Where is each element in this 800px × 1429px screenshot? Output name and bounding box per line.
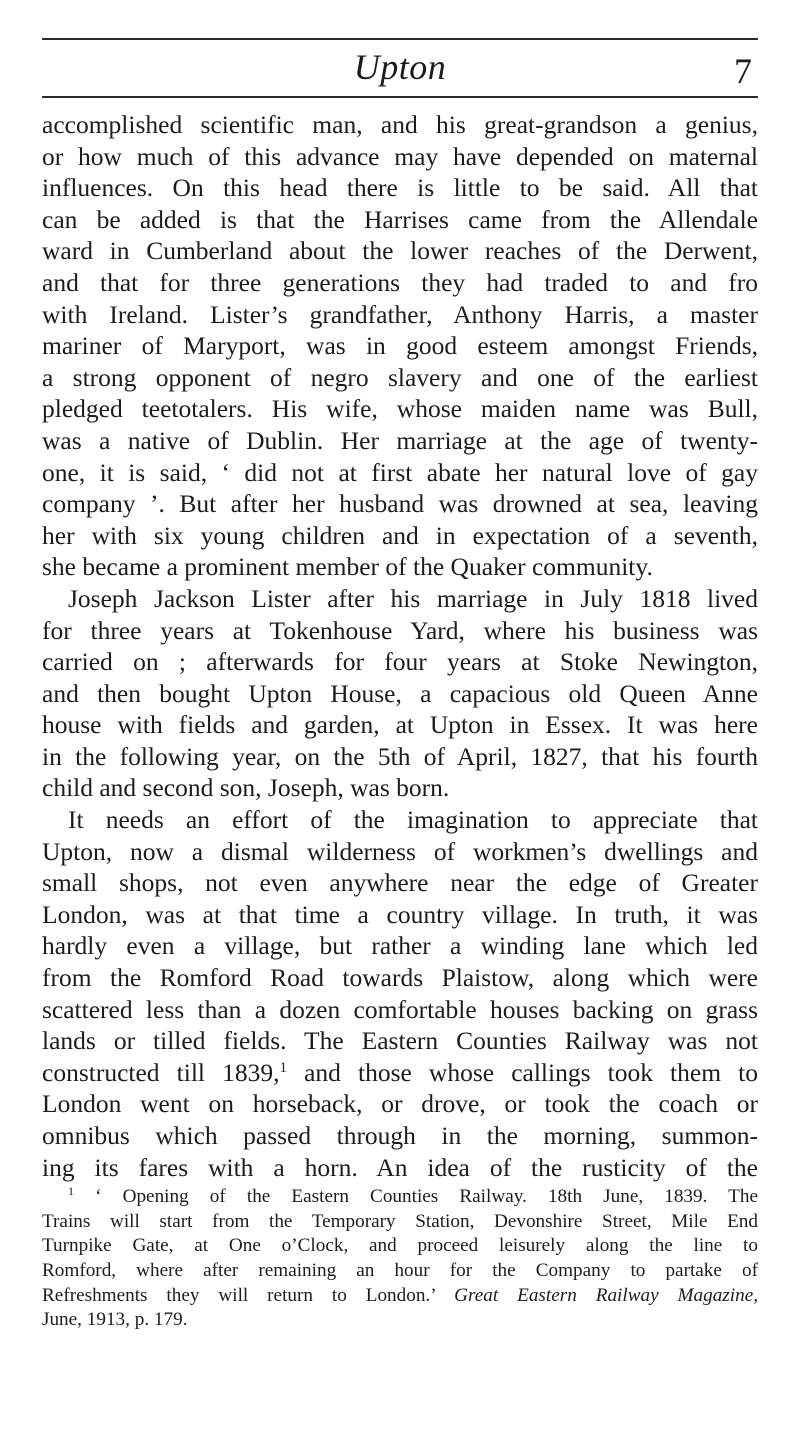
text-line: omnibus which passed through in the morning, summon- (42, 1121, 758, 1150)
paragraph-first-line: It needs an effort of the imagination to appreciate that (68, 805, 758, 835)
text-line-with-footnote-ref (42, 1057, 758, 1089)
footnote-marker: 1 (68, 1185, 74, 1199)
text-line: London, was at that time a country village. In truth, it was (42, 899, 758, 929)
header-rule (42, 96, 758, 98)
text-line: ward in Cumberland about the lower reaches of the Derwent, (42, 236, 758, 266)
footnote-line: Turnpike Gate, at One o’Clock, and proceed leisurely along the line to (42, 1235, 758, 1257)
text-line: in the following year, on the 5th of April, 1827, that his fourth (42, 741, 758, 771)
page-number: 7 (734, 51, 752, 91)
text-line: child and second son, Joseph, was born. (42, 773, 450, 803)
text-line: she became a prominent member of the Quaker community. (42, 552, 653, 582)
running-head: Upton (353, 47, 447, 87)
text-segment: and those whose callings took them to (304, 1057, 758, 1087)
text-line: Upton, now a dismal wilderness of workmen’s dwellings and (42, 836, 758, 866)
text-line: mariner of Maryport, was in good esteem amongst Friends, (42, 331, 758, 361)
text-line: one, it is said, ‘ did not at first abate her natural love of gay (42, 457, 758, 487)
text-line: can be added is that the Harrises came from the Allendale (42, 204, 758, 234)
text-line: pledged teetotalers. His wife, whose maiden name was Bull, (42, 394, 758, 424)
book-page (42, 38, 758, 1333)
text-line: and then bought Upton House, a capacious old Queen Anne (42, 678, 758, 708)
text-line: her with six young children and in expectation of a seventh, (42, 520, 758, 550)
text-line: for three years at Tokenhouse Yard, where his business was (42, 615, 758, 645)
footnote-line: Trains will start from the Temporary Station, Devonshire Street, Mile End (42, 1210, 758, 1232)
text-line: with Ireland. Lister’s grandfather, Anthony Harris, a master (42, 299, 758, 329)
text-line: carried on ; afterwards for four years at Stoke Newington, (42, 647, 758, 677)
footnote-line (42, 1284, 758, 1309)
text-line: influences. On this head there is little to be said. All that (42, 173, 758, 203)
text-line: hardly even a village, but rather a winding lane which led (42, 931, 758, 961)
text-line: accomplished scientific man, and his great-grandson a genius, (42, 110, 758, 139)
text-line: small shops, not even anywhere near the edge of Greater (42, 868, 758, 898)
footnote-line: Romford, where after remaining an hour for the Company to partake of (42, 1259, 758, 1281)
footnote-source-title: Great Eastern Railway Magazine, (454, 1284, 758, 1306)
page-header (42, 40, 758, 96)
text-line: a strong opponent of negro slavery and one of the earliest (42, 362, 758, 392)
text-segment: constructed till 1839, (42, 1057, 280, 1087)
footnote-text: ‘ Opening of the Eastern Counties Railway. 18th June, 1839. The (95, 1186, 758, 1208)
text-line: house with fields and garden, at Upton in Essex. It was here (42, 710, 758, 740)
text-line: ing its fares with a horn. An idea of the rusticity of the (42, 1152, 758, 1182)
text-line: and that for three generations they had traded to and fro (42, 267, 758, 297)
text-line: was a native of Dublin. Her marriage at the age of twenty- (42, 425, 758, 455)
text-line: scattered less than a dozen comfortable houses backing on grass (42, 994, 758, 1024)
text-line: or how much of this advance may have depended on maternal (42, 141, 758, 171)
text-line: company ’. But after her husband was drowned at sea, leaving (42, 489, 758, 519)
paragraph-first-line: Joseph Jackson Lister after his marriage in July 1818 lived (68, 583, 758, 613)
text-line: London went on horseback, or drove, or took the coach or (42, 1089, 758, 1119)
main-text (42, 109, 758, 1183)
footnote (42, 1185, 758, 1333)
footnote-text: Refreshments they will return to London.’ (42, 1284, 436, 1306)
footnote-line: June, 1913, p. 179. (42, 1309, 188, 1331)
footnote-reference[interactable]: 1 (279, 1059, 287, 1076)
text-line: from the Romford Road towards Plaistow, along which were (42, 963, 758, 993)
text-line: lands or tilled fields. The Eastern Counties Railway was not (42, 1026, 758, 1056)
footnote-line (42, 1185, 758, 1210)
